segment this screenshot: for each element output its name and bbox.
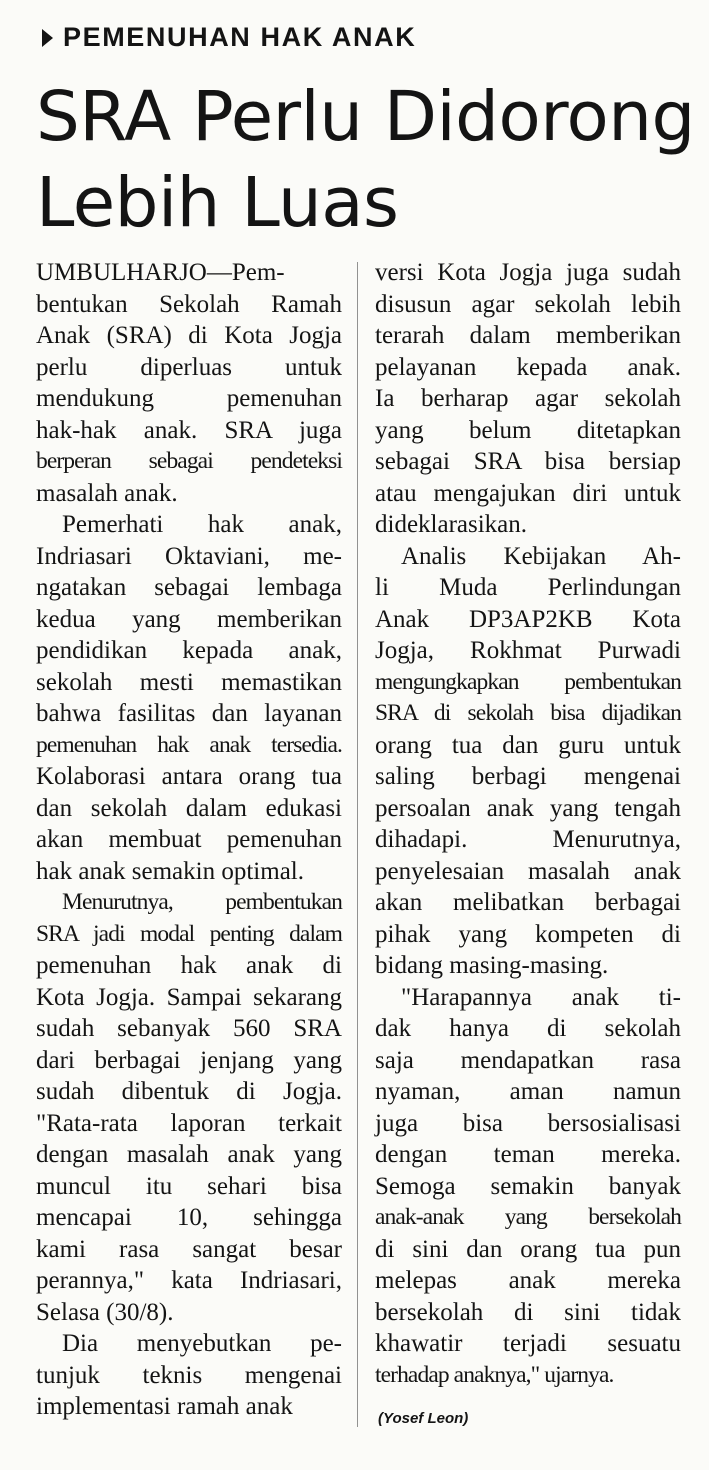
paragraph — [36, 257, 342, 509]
text-line: bersekolah di sini tidak — [375, 1298, 681, 1326]
text-line: dengan teman mereka. — [375, 1141, 681, 1168]
text-line: terarah dalam memberikan — [375, 322, 681, 349]
headline-line-2: Lebih Luas — [36, 163, 399, 243]
text-line: sekolah mesti memastikan — [36, 668, 342, 696]
text-line: mencapai 10, sehingga — [36, 1204, 342, 1231]
text-line: "Harapannya anak ti- — [401, 983, 681, 1011]
text-line: saja mendapatkan rasa — [375, 1046, 681, 1074]
paragraph — [36, 1328, 342, 1423]
text-line: pendidikan kepada anak, — [36, 637, 342, 664]
text-line: "Rata-rata laporan terkait — [36, 1109, 342, 1137]
text-line: di sini dan orang tua pun — [375, 1235, 681, 1263]
text-line: Analis Kebijakan Ah- — [401, 542, 681, 570]
article-column-right — [375, 257, 681, 1391]
article-headline — [36, 74, 696, 246]
text-line: terhadap anaknya," ujarnya. — [375, 1361, 614, 1388]
text-line: kami rasa sangat besar — [36, 1235, 342, 1263]
text-line: Menurutnya, pembentukan — [62, 889, 342, 915]
text-line: tunjuk teknis mengenai — [36, 1361, 342, 1389]
text-line: saling berbagi mengenai — [375, 763, 681, 790]
text-line: akan melibatkan berbagai — [375, 889, 681, 916]
text-line: Indriasari Oktaviani, me- — [36, 542, 342, 570]
text-line: mengungkapkan pembentukan — [375, 668, 681, 695]
text-line: sebagai SRA bisa bersiap — [375, 448, 681, 475]
section-kicker — [42, 22, 416, 53]
text-line: Semoga semakin banyak — [375, 1172, 681, 1200]
text-line: ngatakan sebagai lembaga — [36, 574, 342, 601]
text-line: sudah sebanyak 560 SRA — [36, 1015, 342, 1042]
text-line: SRA di sekolah bisa dijadikan — [375, 700, 681, 726]
text-line: implementasi ramah anak — [36, 1393, 293, 1420]
text-line: pihak yang kompeten di — [375, 920, 681, 948]
text-line: dihadapi. Menurutnya, — [375, 826, 681, 853]
text-line: pemenuhan hak anak di — [36, 952, 342, 979]
triangle-bullet-icon — [42, 29, 53, 47]
text-line: dan sekolah dalam edukasi — [36, 794, 342, 822]
text-line: bidang masing-masing. — [375, 952, 609, 979]
text-line: berperan sebagai pendeteksi — [36, 448, 342, 474]
text-line: Ia berharap agar sekolah — [375, 385, 681, 412]
text-line: UMBULHARJO—Pem- — [36, 259, 285, 286]
text-line: persoalan anak yang tengah — [375, 794, 681, 822]
text-line: Dia menyebutkan pe- — [62, 1330, 342, 1357]
text-line: bahwa fasilitas dan layanan — [36, 700, 342, 727]
text-line: akan membuat pemenuhan — [36, 826, 342, 853]
text-line: Pemerhati hak anak, — [62, 511, 342, 538]
text-line: juga bisa bersosialisasi — [375, 1109, 681, 1137]
text-line: sudah dibentuk di Jogja. — [36, 1078, 342, 1105]
text-line: Kolaborasi antara orang tua — [36, 763, 342, 790]
text-line: penyelesaian masalah anak — [375, 857, 681, 885]
paragraph — [375, 541, 681, 982]
paragraph — [36, 887, 342, 1328]
text-line: mendukung pemenuhan — [36, 385, 342, 412]
paragraph — [36, 509, 342, 887]
text-line: perannya," kata Indriasari, — [36, 1267, 342, 1294]
headline-line-1: SRA Perlu Didorong — [36, 77, 695, 157]
text-line: Kota Jogja. Sampai sekarang — [36, 983, 342, 1011]
text-line: pemenuhan hak anak tersedia. — [36, 731, 342, 758]
text-line: dari berbagai jenjang yang — [36, 1046, 342, 1074]
text-line: melepas anak mereka — [375, 1267, 681, 1294]
text-line: perlu diperluas untuk — [36, 353, 342, 381]
article-column-left — [36, 257, 342, 1423]
text-line: bentukan Sekolah Ramah — [36, 290, 342, 318]
text-line: li Muda Perlindungan — [375, 574, 681, 601]
text-line: nyaman, aman namun — [375, 1078, 681, 1105]
text-line: SRA jadi modal penting dalam — [36, 920, 342, 947]
text-line: muncul itu sehari bisa — [36, 1172, 342, 1200]
text-line: hak anak semakin optimal. — [36, 857, 304, 885]
text-line: pelayanan kepada anak. — [375, 353, 681, 381]
text-line: anak-anak yang bersekolah — [375, 1204, 681, 1230]
text-line: khawatir terjadi sesuatu — [375, 1330, 681, 1357]
text-line: yang belum ditetapkan — [375, 416, 681, 444]
text-line: orang tua dan guru untuk — [375, 731, 681, 759]
text-line: Jogja, Rokhmat Purwadi — [375, 637, 681, 664]
text-line: hak-hak anak. SRA juga — [36, 416, 342, 444]
text-line: Anak DP3AP2KB Kota — [375, 605, 681, 633]
text-line: dengan masalah anak yang — [36, 1141, 342, 1168]
paragraph — [375, 982, 681, 1392]
text-line: disusun agar sekolah lebih — [375, 290, 681, 318]
author-byline: (Yosef Leon) — [378, 1410, 469, 1427]
text-line: dak hanya di sekolah — [375, 1015, 681, 1042]
text-line: masalah anak. — [36, 479, 178, 507]
text-line: Selasa (30/8). — [36, 1298, 174, 1326]
column-divider — [357, 262, 358, 1427]
text-line: atau mengajukan diri untuk — [375, 479, 681, 507]
text-line: versi Kota Jogja juga sudah — [375, 259, 681, 286]
text-line: Anak (SRA) di Kota Jogja — [36, 322, 342, 349]
text-line: dideklarasikan. — [375, 511, 528, 538]
kicker-label: PEMENUHAN HAK ANAK — [63, 22, 417, 52]
text-line: kedua yang memberikan — [36, 605, 342, 633]
paragraph — [375, 257, 681, 541]
